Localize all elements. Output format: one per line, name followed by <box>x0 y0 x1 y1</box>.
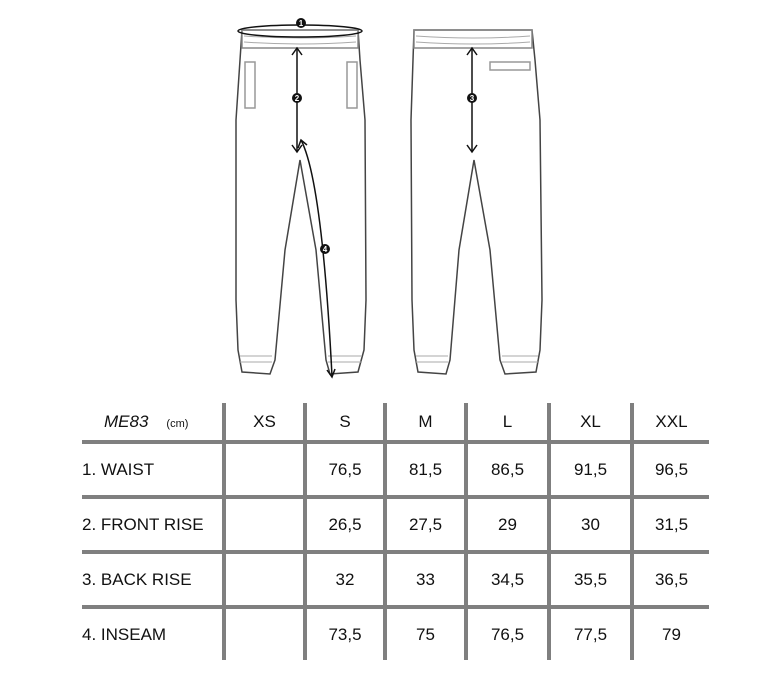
table-cell: 73,5 <box>305 607 385 660</box>
table-cell: 31,5 <box>632 497 709 552</box>
row-label: 3. BACK RISE <box>82 569 192 589</box>
row-label: 1. WAIST <box>82 459 155 479</box>
table-row <box>82 607 709 660</box>
table-cell: 30 <box>549 497 632 552</box>
table-cell <box>224 497 305 552</box>
table-row <box>82 552 709 607</box>
svg-text:2: 2 <box>294 94 300 103</box>
marker-2 <box>292 93 302 103</box>
table-cell: 96,5 <box>632 442 709 497</box>
back-pants <box>411 30 542 374</box>
table-cell: 76,5 <box>305 442 385 497</box>
table-row <box>82 442 709 497</box>
size-chart-table <box>82 403 709 660</box>
svg-text:4: 4 <box>322 245 328 254</box>
table-cell <box>224 607 305 660</box>
table-cell: 81,5 <box>385 442 466 497</box>
size-header-l: L <box>466 403 549 442</box>
table-cell: 79 <box>632 607 709 660</box>
marker-4 <box>320 244 330 254</box>
model-header <box>82 403 224 442</box>
size-header-xs: XS <box>224 403 305 442</box>
table-cell: 75 <box>385 607 466 660</box>
row-label: 2. FRONT RISE <box>82 514 204 534</box>
table-cell: 33 <box>385 552 466 607</box>
row-label: 4. INSEAM <box>82 624 167 644</box>
table-row <box>82 497 709 552</box>
table-cell: 77,5 <box>549 607 632 660</box>
table-cell: 35,5 <box>549 552 632 607</box>
table-cell: 76,5 <box>466 607 549 660</box>
table-cell: 91,5 <box>549 442 632 497</box>
table-cell: 36,5 <box>632 552 709 607</box>
table-cell: 27,5 <box>385 497 466 552</box>
table-cell: 29 <box>466 497 549 552</box>
front-pants <box>236 25 366 377</box>
table-cell <box>224 552 305 607</box>
svg-text:1: 1 <box>298 19 304 28</box>
table-cell: 32 <box>305 552 385 607</box>
size-header-s: S <box>305 403 385 442</box>
table-cell: 34,5 <box>466 552 549 607</box>
marker-1 <box>296 18 306 28</box>
table-cell <box>224 442 305 497</box>
svg-text:3: 3 <box>469 94 475 103</box>
table-cell: 26,5 <box>305 497 385 552</box>
size-header-m: M <box>385 403 466 442</box>
table-header-row <box>82 403 709 442</box>
marker-3 <box>467 93 477 103</box>
model-code: ME83 <box>104 411 149 431</box>
table-cell: 86,5 <box>466 442 549 497</box>
size-header-xxl: XXL <box>632 403 709 442</box>
unit-label: (cm) <box>166 417 189 430</box>
size-header-xl: XL <box>549 403 632 442</box>
